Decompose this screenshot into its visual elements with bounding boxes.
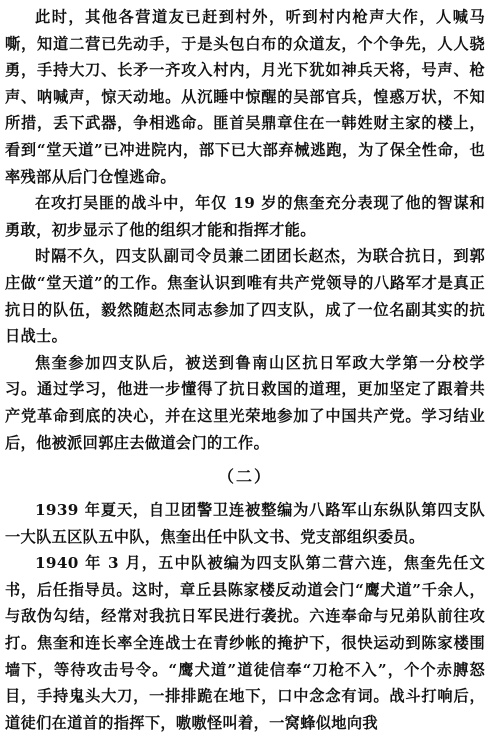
paragraph: 在攻打吴匪的战斗中，年仅 19 岁的焦奎充分表现了他的智谋和勇敢，初步显示了他的组织才能和指挥才能。 [5, 194, 485, 239]
paragraph: 焦奎参加四支队后，被送到鲁南山区抗日军政大学第一分校学习。通过学习，他进一步懂得了抗日救国的道理，更加坚定了跟着共产党革命到底的决心，并在这里光荣地参加了中国共产党。学习结业后，他被派回郭庄去做道会门的工作。 [5, 353, 485, 452]
paragraph: 1940 年 3 月，五中队被编为四支队第二营六连，焦奎先任文书，后任指导员。这时，章丘县陈家楼反动道会门“鹰犬道”千余人，与敌伪勾结，经常对我抗日军民进行袭扰。六连奉命与兄弟队前往攻打。焦奎和连长率全连战士在青纱帐的掩护下，很快运动到陈家楼围墙下，等待攻击号令。“鹰犬道”道徒信奉“刀枪不入”，个个赤膊怒目，手持鬼头大刀，一排排跪在地下，口中念念有词。战斗打响后，道徒们在道首的指挥下，嗷嗷怪叫着，一窝蜂似地向我 [5, 554, 485, 732]
paragraph: 此时，其他各营道友已赶到村外，听到村内枪声大作，人喊马嘶，知道二营已先动手，于是头包白布的众道友，个个争先，人人骁勇，手持大刀、长矛一齐攻入村内，月光下犹如神兵天将，号声、枪声、呐喊声，惊天动地。从沉睡中惊醒的吴部官兵，惶惑万状，不知所措，丢下武器，争相逃命。匪首吴鼎章住在一韩姓财主家的楼上，看到“堂天道”已冲进院内，部下已大部弃械逃跑，为了保全性命，也率残部从后门仓惶逃命。 [5, 8, 485, 186]
section-heading: （二） [217, 467, 272, 487]
paragraph: 时隔不久，四支队副司令员兼二团团长赵杰，为联合抗日，到郭庄做“堂天道”的工作。焦奎认识到唯有共产党领导的八路军才是真正抗日的队伍，毅然随赵杰同志参加了四支队，成了一位名副其实的抗日战士。 [5, 247, 485, 346]
paragraph: 1939 年夏天，自卫团警卫连被整编为八路军山东纵队第四支队一大队五区队五中队，焦奎出任中队文书、党支部组织委员。 [5, 501, 485, 546]
